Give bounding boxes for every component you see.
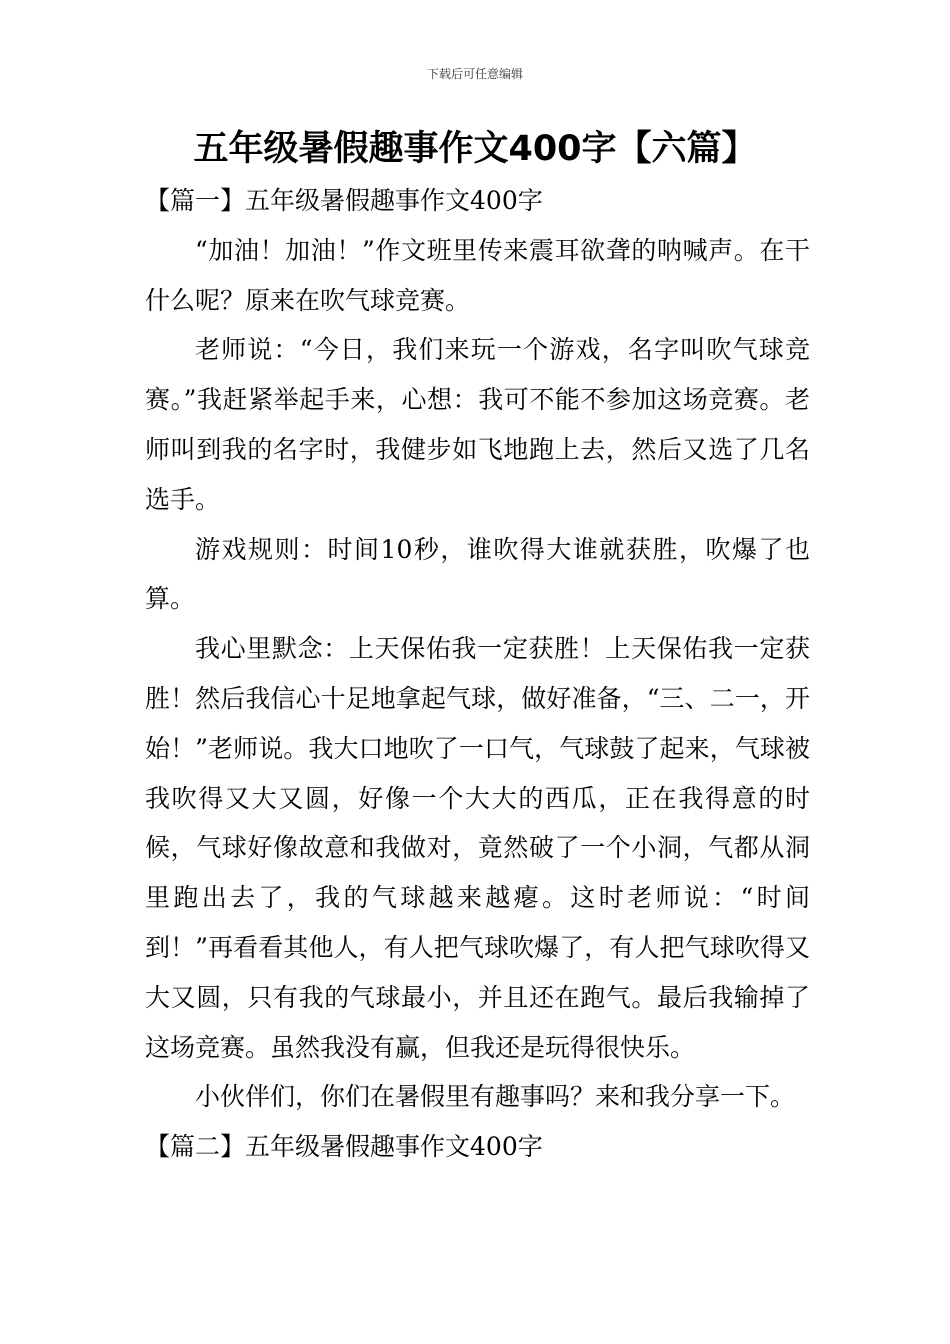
header-note: 下载后可任意编辑 <box>426 67 523 81</box>
paragraph: 我心里默念：上天保佑我一定获胜！上天保佑我一定获胜！然后我信心十足地拿起气球，做好准备，“三、二一，开始！”老师说。我大口地吹了一口气，气球鼓了起来，气球被我吹得又大又圆，好像一个大大的西瓜，正在我得意的时候，气球好像故意和我做对，竟然破了一个小洞，气都从洞里跑出去了，我的气球越来越瘪。这时老师说：“时间到！”再看看其他人，有人把气球吹爆了，有人把气球吹得又大又圆，只有我的气球最小，并且还在跑气。最后我输掉了这场竞赛。虽然我没有赢，但我还是玩得很快乐。 <box>145 634 810 1062</box>
paragraph: “加油！加油！”作文班里传来震耳欲聋的呐喊声。在干什么呢？原来在吹气球竞赛。 <box>145 235 810 315</box>
document-body <box>145 176 810 1172</box>
document-title: 五年级暑假趣事作文400字【六篇】 <box>193 129 757 169</box>
section-heading-1: 【篇一】五年级暑假趣事作文400字 <box>145 186 543 215</box>
paragraph: 小伙伴们，你们在暑假里有趣事吗？来和我分享一下。 <box>195 1082 796 1112</box>
section-heading-2: 【篇二】五年级暑假趣事作文400字 <box>145 1132 543 1162</box>
paragraph: 老师说：“今日，我们来玩一个游戏，名字叫吹气球竞赛。”我赶紧举起手来，心想：我可不能不参加这场竞赛。老师叫到我的名字时，我健步如飞地跑上去，然后又选了几名选手。 <box>145 335 810 514</box>
paragraph: 游戏规则：时间10秒，谁吹得大谁就获胜，吹爆了也算。 <box>145 534 810 614</box>
